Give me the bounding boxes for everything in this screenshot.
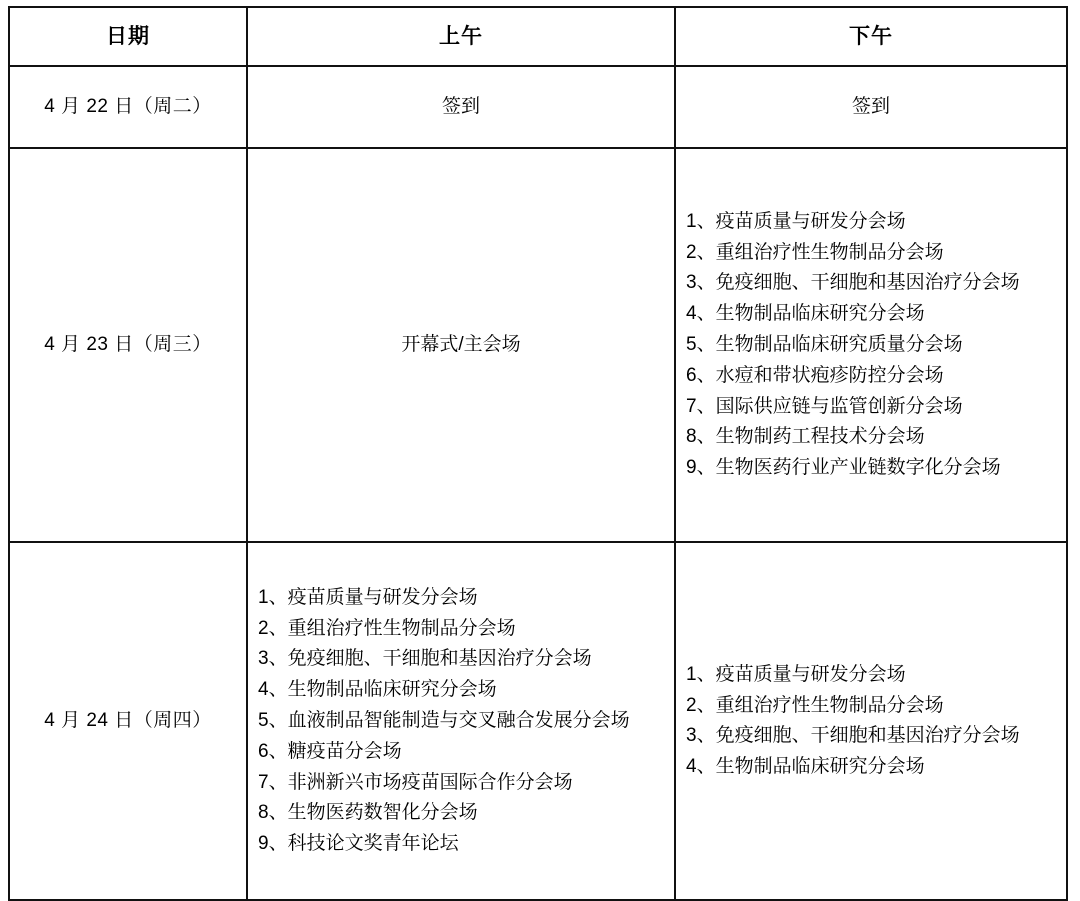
list-item: 9、科技论文奖青年论坛 bbox=[258, 833, 459, 855]
conference-schedule-table bbox=[8, 6, 1068, 901]
list-item: 2、重组治疗性生物制品分会场 bbox=[258, 617, 516, 639]
list-item: 4、生物制品临床研究分会场 bbox=[686, 303, 925, 325]
list-item: 6、糖疫苗分会场 bbox=[258, 740, 402, 762]
list-item: 3、免疫细胞、干细胞和基因治疗分会场 bbox=[686, 725, 1020, 747]
cell-morning-apr24 bbox=[247, 542, 675, 900]
cell-date-apr22: 4 月 22 日（周二） bbox=[9, 66, 247, 148]
list-item: 5、生物制品临床研究质量分会场 bbox=[686, 334, 963, 355]
list-item: 3、免疫细胞、干细胞和基因治疗分会场 bbox=[686, 272, 1020, 294]
cell-date-apr23: 4 月 23 日（周三） bbox=[9, 148, 247, 542]
list-item: 8、生物制药工程技术分会场 bbox=[686, 426, 925, 448]
cell-afternoon-apr22: 签到 bbox=[675, 66, 1067, 148]
table-row bbox=[9, 542, 1067, 900]
list-item: 2、重组治疗性生物制品分会场 bbox=[686, 241, 944, 263]
cell-morning-apr22: 签到 bbox=[247, 66, 675, 148]
cell-afternoon-apr24 bbox=[675, 542, 1067, 900]
list-item: 7、非洲新兴市场疫苗国际合作分会场 bbox=[258, 771, 573, 793]
cell-date-apr24: 4 月 24 日（周四） bbox=[9, 542, 247, 900]
list-item: 7、国际供应链与监管创新分会场 bbox=[686, 395, 963, 417]
table-header-row bbox=[9, 7, 1067, 66]
list-item: 1、疫苗质量与研发分会场 bbox=[258, 586, 478, 608]
list-item: 4、生物制品临床研究分会场 bbox=[686, 756, 925, 778]
table-row bbox=[9, 148, 1067, 542]
list-item: 9、生物医药行业产业链数字化分会场 bbox=[686, 457, 1001, 479]
column-header-morning: 上午 bbox=[247, 7, 675, 66]
cell-afternoon-apr23 bbox=[675, 148, 1067, 542]
list-item: 5、血液制品智能制造与交叉融合发展分会场 bbox=[258, 710, 630, 731]
column-header-afternoon: 下午 bbox=[675, 7, 1067, 66]
list-item: 4、生物制品临床研究分会场 bbox=[258, 679, 497, 701]
list-item: 8、生物医药数智化分会场 bbox=[258, 802, 478, 824]
table-body bbox=[9, 66, 1067, 900]
list-item: 1、疫苗质量与研发分会场 bbox=[686, 210, 906, 232]
table-header bbox=[9, 7, 1067, 66]
column-header-date: 日期 bbox=[9, 7, 247, 66]
list-item: 6、水痘和带状疱疹防控分会场 bbox=[686, 364, 944, 386]
list-item: 2、重组治疗性生物制品分会场 bbox=[686, 694, 944, 716]
table-row bbox=[9, 66, 1067, 148]
cell-morning-apr23: 开幕式/主会场 bbox=[247, 148, 675, 542]
list-item: 3、免疫细胞、干细胞和基因治疗分会场 bbox=[258, 648, 592, 670]
list-item: 1、疫苗质量与研发分会场 bbox=[686, 663, 906, 685]
